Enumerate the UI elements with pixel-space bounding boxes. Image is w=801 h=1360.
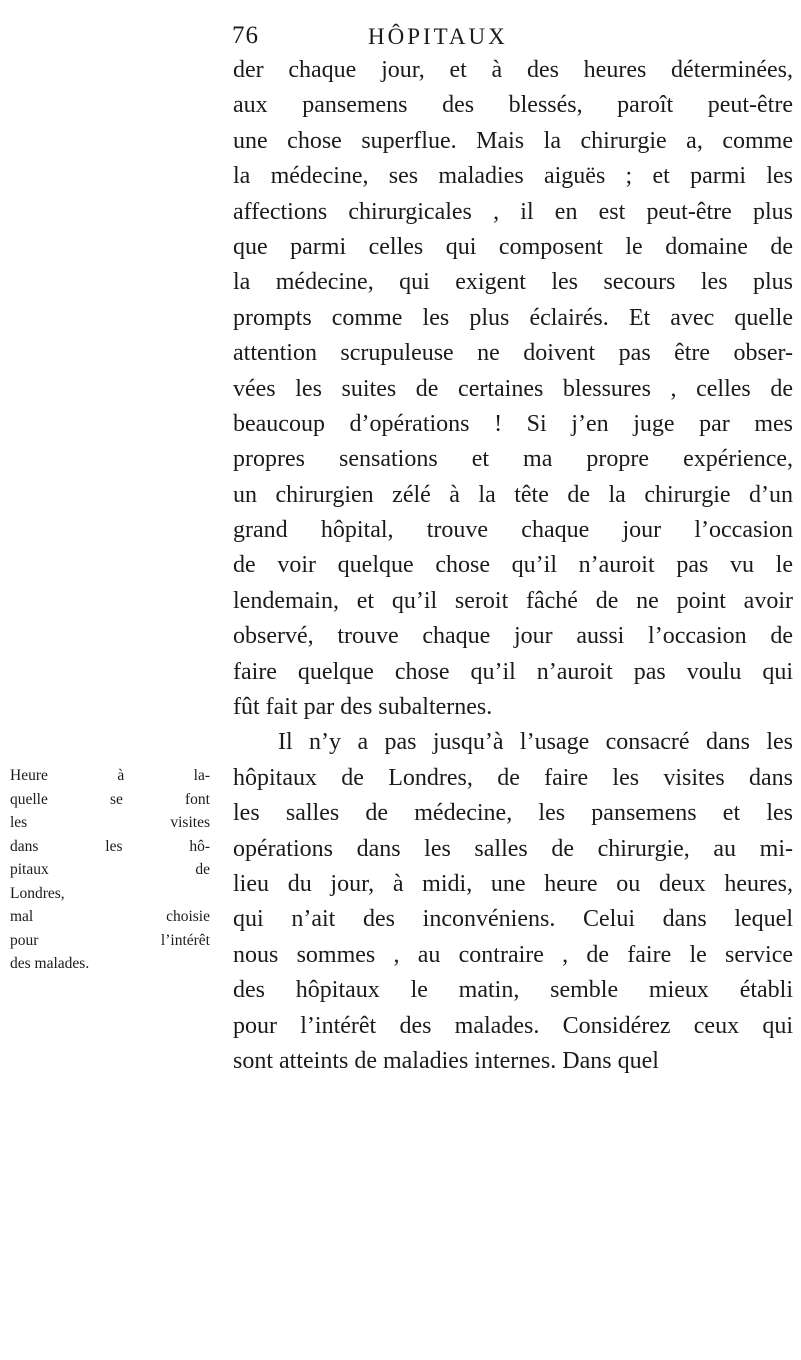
body-line: sont atteints de maladies internes. Dans quel <box>233 1047 659 1074</box>
body-line: der chaque jour, et à des heures déterminées, <box>233 57 793 83</box>
body-line: grand hôpital, trouve chaque jour l’occasion <box>233 517 793 544</box>
body-line: nous sommes , au contraire , de faire le service <box>233 941 793 968</box>
body-line: propres sensations et ma propre expérience, <box>233 446 793 473</box>
marginal-note-line: pour l’intérêt <box>10 931 210 949</box>
body-line: opérations dans les salles de chirurgie, au mi- <box>233 835 793 862</box>
body-line: aux pansemens des blessés, paroît peut-être <box>233 92 793 119</box>
body-line: un chirurgien zélé à la tête de la chirurgie d’un <box>233 481 793 508</box>
marginal-note-line: pitaux de <box>10 861 210 878</box>
body-line: que parmi celles qui composent le domaine de <box>233 233 793 260</box>
body-line: de voir quelque chose qu’il n’auroit pas vu le <box>233 552 793 579</box>
body-line: la médecine, ses maladies aiguës ; et parmi les <box>233 163 793 190</box>
body-line: prompts comme les plus éclairés. Et avec quelle <box>233 304 793 331</box>
body-line: lieu du jour, à midi, une heure ou deux heures, <box>233 870 793 897</box>
body-line: les salles de médecine, les pansemens et les <box>233 800 793 827</box>
body-line: la médecine, qui exigent les secours les plus <box>233 269 793 296</box>
body-line: faire quelque chose qu’il n’auroit pas voulu qui <box>233 658 793 685</box>
body-line: une chose superflue. Mais la chirurgie a, comme <box>233 127 793 154</box>
marginal-note-line: Heure à la- <box>10 767 210 784</box>
body-line: vées les suites de certaines blessures , celles de <box>233 375 793 402</box>
marginal-note-line: quelle se font <box>10 790 210 808</box>
body-line: lendemain, et qu’il seroit fâché de ne point avoir <box>233 587 793 614</box>
body-text <box>233 53 793 1079</box>
body-line: des hôpitaux le matin, semble mieux établi <box>233 977 793 1004</box>
body-line: hôpitaux de Londres, de faire les visites dans <box>233 764 793 791</box>
marginal-note-line: mal choisie <box>10 908 210 925</box>
running-head <box>0 22 801 52</box>
body-line: observé, trouve chaque jour aussi l’occasion de <box>233 623 793 650</box>
body-line: beaucoup d’opérations ! Si j’en juge par mes <box>233 410 793 437</box>
marginal-note-line: des malades. <box>10 955 90 972</box>
body-line: Il n’y a pas jusqu’à l’usage consacré dans les <box>278 729 793 756</box>
marginal-note <box>10 764 210 976</box>
marginal-note-line: les visites <box>10 814 210 831</box>
body-line: affections chirurgicales , il en est peut-être plus <box>233 198 793 225</box>
body-line: fût fait par des subalternes. <box>233 694 493 721</box>
body-line: attention scrupuleuse ne doivent pas être obser- <box>233 340 793 367</box>
marginal-note-line: dans les hô- <box>10 837 210 855</box>
body-line: qui n’ait des inconvéniens. Celui dans lequel <box>233 906 793 933</box>
running-title: HÔPITAUX <box>368 24 508 49</box>
body-line: pour l’intérêt des malades. Considérez ceux qui <box>233 1012 793 1039</box>
marginal-note-line: Londres, <box>10 884 65 902</box>
page-number: 76 <box>232 22 259 49</box>
